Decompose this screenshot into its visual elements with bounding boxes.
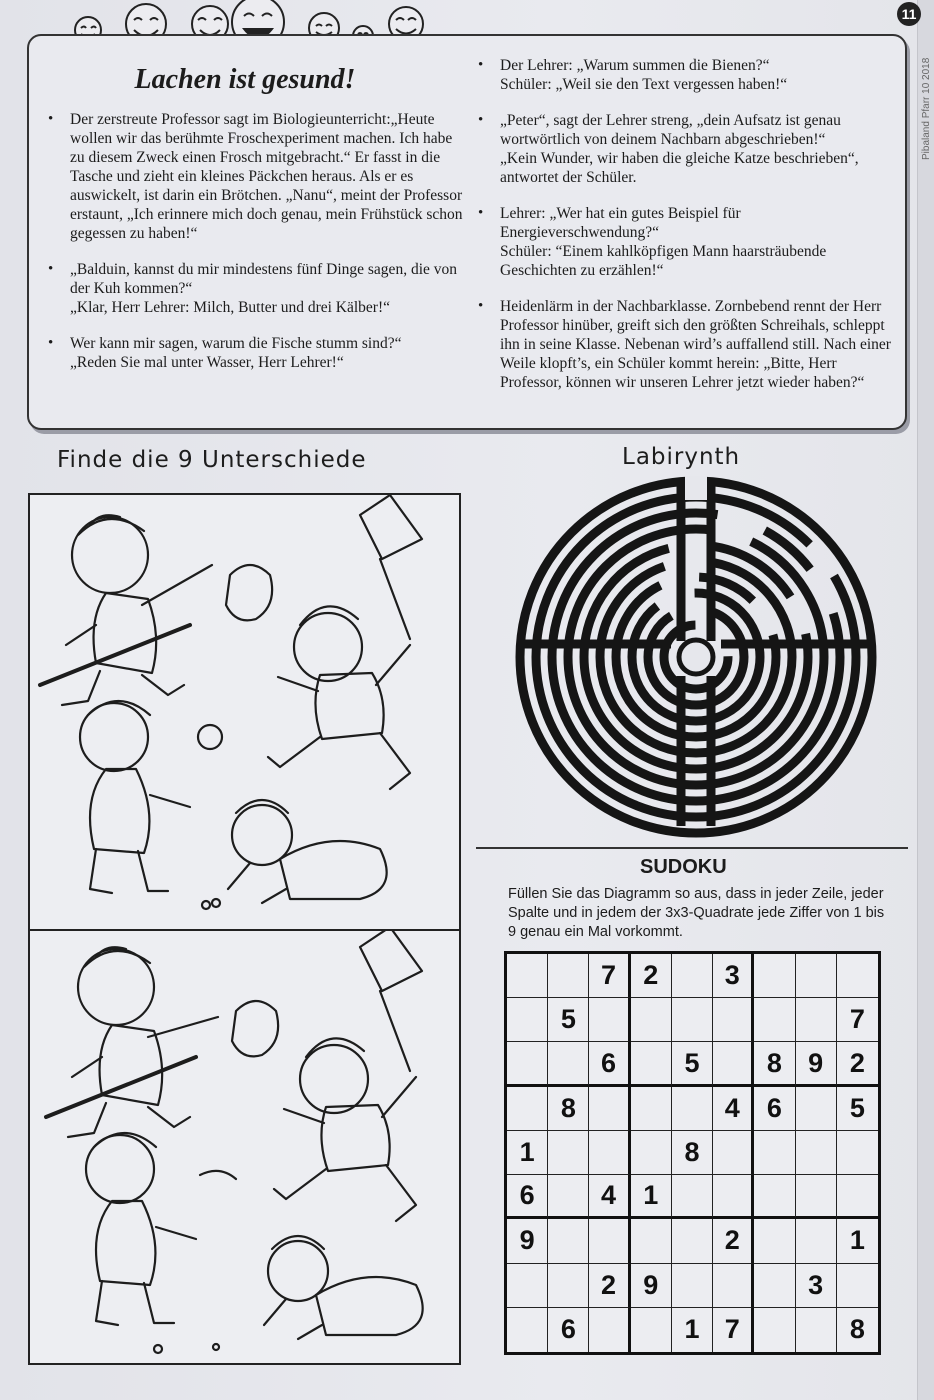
sudoku-cell: [713, 998, 754, 1042]
sudoku-cell: [754, 1308, 795, 1352]
sudoku-cell: 1: [837, 1219, 878, 1263]
jokes-right-column: [474, 56, 894, 409]
sudoku-cell: 8: [548, 1087, 589, 1131]
sudoku-cell: [713, 1175, 754, 1219]
sudoku-cell: [796, 1175, 837, 1219]
sudoku-cell: [507, 1264, 548, 1308]
sudoku-cell: 8: [672, 1131, 713, 1175]
sudoku-cell: [631, 1131, 672, 1175]
sudoku-cell: 2: [837, 1042, 878, 1086]
sudoku-cell: [507, 1087, 548, 1131]
sudoku-cell: [548, 1175, 589, 1219]
sudoku-cell: [548, 1264, 589, 1308]
joke-line: • Lehrer: „Wer hat ein gutes Beispiel für Energieverschwendung?“: [500, 205, 741, 241]
joke-line: „Kein Wunder, wir haben die gleiche Katze beschrieben“, antwortet der Schüler.: [500, 150, 859, 186]
sudoku-cell: 3: [713, 954, 754, 998]
sudoku-cell: [548, 1042, 589, 1086]
children-illustration-icon: [30, 931, 459, 1363]
joke-item: [474, 297, 894, 392]
sudoku-cell: [631, 1087, 672, 1131]
joke-line: • „Peter“, sagt der Lehrer streng, „dein Aufsatz ist genau wortwörtlich von deinem Nachbarn abgeschrieben!“: [500, 112, 841, 148]
sudoku-cell: 9: [796, 1042, 837, 1086]
sudoku-cell: 7: [713, 1308, 754, 1352]
sudoku-cell: [837, 954, 878, 998]
sudoku-cell: [589, 1308, 630, 1352]
joke-item: [44, 110, 464, 243]
differences-title: Finde die 9 Unterschiede: [57, 447, 367, 473]
sudoku-cell: [713, 1042, 754, 1086]
sudoku-cell: 4: [589, 1175, 630, 1219]
sudoku-cell: [837, 1175, 878, 1219]
sudoku-cell: 1: [672, 1308, 713, 1352]
sudoku-cell: [796, 1087, 837, 1131]
sudoku-cell: 2: [589, 1264, 630, 1308]
sudoku-cell: [507, 998, 548, 1042]
sudoku-cell: 8: [849, 1314, 865, 1345]
sudoku-cell: 5: [672, 1042, 713, 1086]
page-number: 11: [897, 2, 921, 26]
sudoku-cell: 6: [548, 1308, 589, 1352]
joke-item: [44, 334, 464, 372]
sudoku-instructions: Füllen Sie das Diagramm so aus, dass in jeder Zeile, jeder Spalte und in jedem der 3x3-Quadrate jede Ziffer von 1 bis 9 genau ein Mal vorkommt.: [508, 886, 885, 940]
sudoku-cell: 1: [507, 1131, 548, 1175]
sudoku-cell: [672, 998, 713, 1042]
joke-item: [44, 260, 464, 317]
edge-text: Pibaland Pfarr 10 2018: [921, 57, 932, 160]
sudoku-cell: 4: [713, 1087, 754, 1131]
sudoku-cell: [837, 1264, 878, 1308]
sudoku-cell: [796, 1219, 837, 1263]
sudoku-cell: 7: [837, 998, 878, 1042]
sudoku-cell: [754, 954, 795, 998]
joke-line: „Reden Sie mal unter Wasser, Herr Lehrer!“: [70, 354, 344, 371]
sudoku-cell: [796, 1308, 837, 1352]
joke-line: • Wer kann mir sagen, warum die Fische stumm sind?“: [70, 335, 402, 352]
sudoku-cell: 9: [507, 1219, 548, 1263]
joke-line: Schüler: “Einem kahlköpfigen Mann haarsträubende Geschichten zu erzählen!“: [500, 243, 827, 279]
sudoku-cell: 6: [754, 1087, 795, 1131]
sudoku-cell: [548, 1219, 589, 1263]
sudoku-cell: [796, 1131, 837, 1175]
section-divider: [476, 847, 908, 849]
sudoku-cell: [754, 1219, 795, 1263]
sudoku-cell: 6: [507, 1175, 548, 1219]
next-page-edge: [917, 0, 934, 1400]
sudoku-cell: [713, 1264, 754, 1308]
joke-item: [474, 204, 894, 280]
labyrinth-maze-icon: [511, 476, 881, 838]
sudoku-cell: [754, 1175, 795, 1219]
sudoku-cell: [631, 1308, 672, 1352]
sudoku-cell: 1: [631, 1175, 672, 1219]
sudoku-cell: [548, 954, 589, 998]
joke-line: Schüler: „Weil sie den Text vergessen haben!“: [500, 76, 788, 93]
joke-line: „Klar, Herr Lehrer: Milch, Butter und drei Kälber!“: [70, 299, 391, 316]
sudoku-cell: 5: [548, 998, 589, 1042]
sudoku-cell: 3: [796, 1264, 837, 1308]
sudoku-cell: [837, 1131, 878, 1175]
sudoku-cell: [589, 1131, 630, 1175]
differences-picture-bottom: [28, 929, 461, 1365]
jokes-box: [27, 34, 907, 430]
sudoku-cell: [507, 1308, 548, 1352]
sudoku-cell: [796, 998, 837, 1042]
sudoku-cell: [754, 998, 795, 1042]
sudoku-cell: [507, 1042, 548, 1086]
sudoku-cell: 8: [754, 1042, 795, 1086]
sudoku-cell: 9: [631, 1264, 672, 1308]
sudoku-cell: [754, 1131, 795, 1175]
sudoku-cell: [507, 954, 548, 998]
sudoku-cell: [589, 1219, 630, 1263]
sudoku-title: SUDOKU: [640, 856, 727, 878]
sudoku-cell: 2: [631, 954, 672, 998]
jokes-title: Lachen ist gesund!: [134, 64, 356, 95]
sudoku-cell: [631, 1042, 672, 1086]
sudoku-cell: [796, 954, 837, 998]
sudoku-cell: [672, 954, 713, 998]
sudoku-cell: [672, 1175, 713, 1219]
sudoku-grid: [504, 951, 881, 1355]
sudoku-cell: [754, 1264, 795, 1308]
sudoku-cell: [631, 1219, 672, 1263]
joke-line: • Der zerstreute Professor sagt im Biologieunterricht:„Heute wollen wir das berühmte Froschexperiment machen. Ich habe zu diesem Zweck einen Frosch mitgebracht.“ Er fasst in die Tasche und zieht ein kleines Päckchen heraus. Als er es auswickelt, ist darin ein Brötchen. „Nanu“, meint der Professor erstaunt, „Ich erinnere mich doch genau, mein Frühstück schon gegessen zu haben!“: [70, 111, 463, 242]
sudoku-cell: [548, 1131, 589, 1175]
sudoku-cell: [589, 1087, 630, 1131]
differences-picture-top: [28, 493, 461, 931]
sudoku-cell: [589, 998, 630, 1042]
joke-item: [474, 111, 894, 187]
joke-line: • „Balduin, kannst du mir mindestens fünf Dinge sagen, die von der Kuh kommen?“: [70, 261, 458, 297]
sudoku-cell: 5: [837, 1087, 878, 1131]
sudoku-cell: [672, 1264, 713, 1308]
sudoku-cell: 6: [589, 1042, 630, 1086]
joke-line: • Der Lehrer: „Warum summen die Bienen?“: [500, 57, 770, 74]
sudoku-cell: 7: [589, 954, 630, 998]
children-illustration-icon: [30, 495, 459, 929]
jokes-left-column: [44, 110, 464, 389]
sudoku-cell: [672, 1219, 713, 1263]
joke-item: [474, 56, 894, 94]
sudoku-cell: [713, 1131, 754, 1175]
sudoku-cell: [631, 998, 672, 1042]
sudoku-cell: 2: [713, 1219, 754, 1263]
joke-line: • Heidenlärm in der Nachbarklasse. Zornbebend rennt der Herr Professor hinüber, greift sich den größten Schreihals, schleppt ihn in seine Klasse. Nebenan wird’s auffallend still. Nach einer Weile klopft’s, ein Schüler kommt herein: „Bitte, Herr Professor, können wir unseren Lehrer jetzt wieder haben?“: [500, 298, 891, 391]
sudoku-cell: [672, 1087, 713, 1131]
labyrinth-title: Labirynth: [622, 444, 741, 470]
